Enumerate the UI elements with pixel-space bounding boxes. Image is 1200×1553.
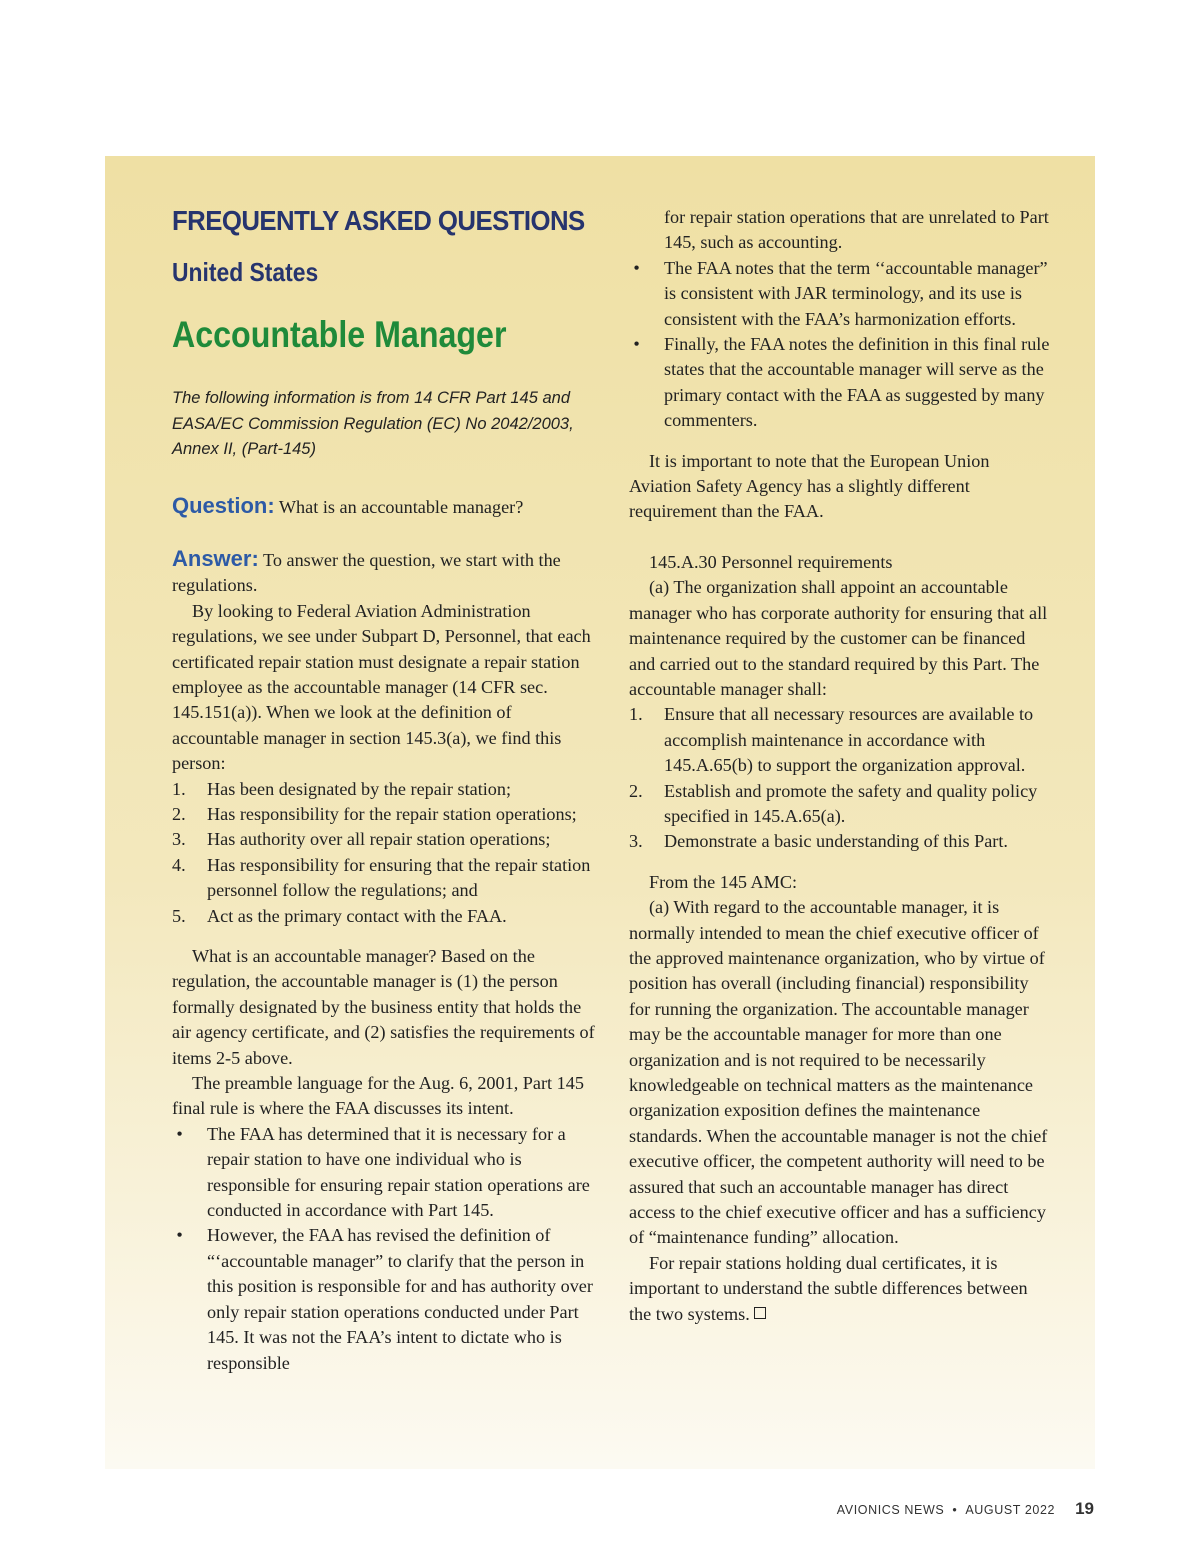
amc-text: (a) With regard to the accountable manager, it is normally intended to mean the chief executive officer of the approved maintenance organization, who by virtue of position has overall (including financial) responsibility for running the organization. The accountable manager may be the accountable manager for more than one organization and is not required to be necessarily knowledgeable on technical matters as the maintenance organization exposition defines the maintenance standards. When the accountable manager is not the chief executive officer, the competent authority will need to be assured that such an accountable manager has direct access to the chief executive officer and has a sufficiency of “maintenance funding” allocation. bbox=[629, 897, 1048, 1248]
region-heading: United States bbox=[172, 257, 319, 287]
bullet-item: • Finally, the FAA notes the definition in this final rule states that the accountable manager will serve as the primary contact with the FAA as suggested by many commenters. bbox=[633, 334, 1050, 431]
rule-list bbox=[629, 702, 1054, 854]
end-mark-icon bbox=[754, 1307, 766, 1319]
bullet-item: • However, the FAA has revised the definition of “‘accountable manager” to clarify that the person in this position is responsible for and has authority over only repair station operations conducted under Part 145. It was not the FAA’s intent to dictate who is responsible bbox=[176, 1225, 593, 1373]
bullet-item: • The FAA notes that the term ‘‘accountable manager” is consistent with JAR terminology, and its use is consistent with the FAA’s harmonization efforts. bbox=[633, 257, 1048, 329]
source-note: The following information is from 14 CFR Part 145 and EASA/EC Commission Regulation (EC) No 2042/2003, Annex II, (Part-145) bbox=[172, 389, 574, 458]
answer-label: Answer: bbox=[172, 545, 259, 571]
closing-paragraph: For repair stations holding dual certificates, it is important to understand the subtle differences between the two systems. bbox=[629, 1252, 1028, 1324]
left-column bbox=[172, 204, 598, 1376]
answer-paragraph-1: By looking to Federal Aviation Administration regulations, we see under Subpart D, Personnel, that each certificated repair station must designate a repair station employee as the accountable manager (14 CFR sec. 145.151(a)). When we look at the definition of accountable manager in section 145.3(a), we find this person: bbox=[172, 600, 591, 774]
list-item: 3. Demonstrate a basic understanding of this Part. bbox=[629, 831, 1008, 852]
rule-text: (a) The organization shall appoint an accountable manager who has corporate authority for ensuring that all maintenance required by the customer can be financed and carried out to the standard required by this Part. The accountable manager shall: bbox=[629, 577, 1048, 699]
list-item: 4. Has responsibility for ensuring that the repair station personnel follow the regulations; and bbox=[172, 854, 591, 901]
rule-heading: 145.A.30 Personnel requirements bbox=[649, 551, 893, 572]
intent-bullets-continued bbox=[629, 205, 1054, 434]
list-item: 1. Has been designated by the repair station; bbox=[172, 778, 512, 799]
answer-intro-text: To answer the question, we start with the regulations. bbox=[172, 549, 561, 596]
list-item: 1. Ensure that all necessary resources are available to accomplish maintenance in accordance with 145.A.65(b) to support the organization approval. bbox=[629, 704, 1034, 776]
bullet-item: • The FAA has determined that it is necessary for a repair station to have one individual who is responsible for ensuring repair station operations are conducted in accordance with Part 145. bbox=[176, 1123, 590, 1221]
bullet-item-continued: for repair station operations that are unrelated to Part 145, such as accounting. bbox=[664, 207, 1049, 253]
issue-date: AUGUST 2022 bbox=[965, 1503, 1056, 1517]
intent-bullets bbox=[172, 1122, 598, 1376]
article-title: Accountable Manager bbox=[172, 314, 507, 355]
right-column bbox=[629, 205, 1054, 1327]
amc-heading: From the 145 AMC: bbox=[649, 871, 798, 892]
question bbox=[172, 493, 598, 520]
list-item: 5. Act as the primary contact with the FAA. bbox=[172, 905, 507, 926]
easa-note: It is important to note that the European Union Aviation Safety Agency has a slightly different requirement than the FAA. bbox=[629, 450, 990, 522]
list-item: 3. Has authority over all repair station operations; bbox=[172, 829, 551, 850]
page-footer: AVIONICS NEWS • AUGUST 2022 19 bbox=[836, 1499, 1094, 1518]
question-label: Question: bbox=[172, 492, 275, 518]
answer-paragraph-2: What is an accountable manager? Based on the regulation, the accountable manager is (1) the person formally designated by the business entity that holds the air agency certificate, and (2) satisfies the requirements of items 2-5 above. bbox=[172, 946, 595, 1068]
definition-list bbox=[172, 777, 598, 929]
answer-paragraph-3: The preamble language for the Aug. 6, 2001, Part 145 final rule is where the FAA discusses its intent. bbox=[172, 1073, 584, 1119]
question-text: What is an accountable manager? bbox=[278, 496, 524, 517]
list-item: 2. Establish and promote the safety and quality policy specified in 145.A.65(a). bbox=[629, 780, 1038, 826]
page-number: 19 bbox=[1075, 1499, 1094, 1518]
answer-intro bbox=[172, 546, 598, 599]
publication-name: AVIONICS NEWS bbox=[836, 1503, 945, 1517]
section-kicker: FREQUENTLY ASKED QUESTIONS bbox=[172, 205, 585, 236]
list-item: 2. Has responsibility for the repair station operations; bbox=[172, 803, 577, 824]
